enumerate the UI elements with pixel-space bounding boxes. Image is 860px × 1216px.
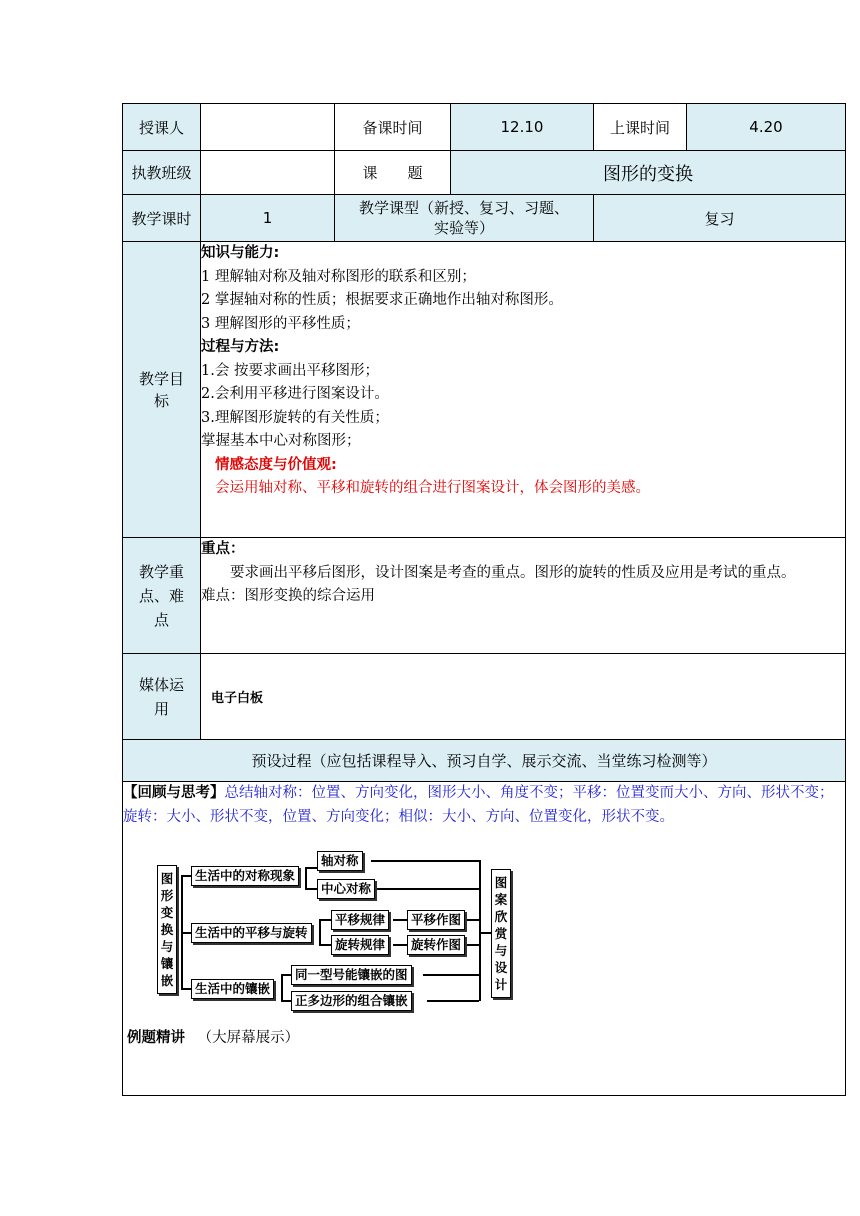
class-label: 执教班级 (123, 151, 201, 195)
key-points-content (201, 538, 846, 654)
knowledge-diagram (157, 853, 517, 1008)
process-item: 掌握基本中心对称图形； (201, 433, 361, 449)
process-title: 预设过程（应包括课程导入、预习自学、展示交流、当堂练习检测等） (123, 740, 846, 782)
class-value (201, 151, 335, 195)
knowledge-item: 1 理解轴对称及轴对称图形的联系和区别； (201, 268, 476, 285)
knowledge-heading: 知识与能力: (201, 245, 280, 261)
topic-label: 课 题 (335, 151, 451, 195)
key-points-label: 教学重点、难点 (123, 538, 201, 654)
process-heading: 过程与方法: (201, 339, 280, 355)
prep-time-label: 备课时间 (335, 104, 451, 151)
diagram-leaf-rotation-rule: 旋转规律 (331, 935, 389, 955)
knowledge-item: 2 掌握轴对称的性质；根据要求正确地作出轴对称图形。 (201, 292, 563, 308)
media-value: 电子白板 (201, 654, 846, 740)
process-content (123, 782, 846, 1096)
diagram-branch-tessellation: 生活中的镶嵌 (191, 979, 274, 999)
teacher-label: 授课人 (123, 104, 201, 151)
difficult-point: 难点：图形变换的综合运用 (201, 588, 375, 604)
diagram-leaf-same-type: 同一型号能镶嵌的图 (291, 965, 412, 985)
media-label: 媒体运用 (123, 654, 201, 740)
hours-value: 1 (201, 195, 335, 242)
knowledge-item: 3 理解图形的平移性质； (201, 315, 360, 332)
diagram-branch-translation: 生活中的平移与旋转 (191, 923, 312, 943)
lesson-plan-table (122, 103, 846, 1096)
diagram-leaf-rotation-draw: 旋转作图 (407, 935, 465, 955)
diagram-branch-symmetry: 生活中的对称现象 (191, 866, 299, 886)
key-text: 要求画出平移后图形，设计图案是考查的重点。图形的旋转的性质及应用是考试的重点。 (230, 564, 796, 581)
emotion-text: 会运用轴对称、平移和旋转的组合进行图案设计，体会图形的美感。 (215, 480, 650, 496)
diagram-leaf-axial: 轴对称 (317, 851, 363, 871)
diagram-leaf-translation-rule: 平移规律 (331, 910, 389, 930)
example-label: 例题精讲 (127, 1030, 185, 1046)
prep-time-value: 12.10 (451, 104, 594, 151)
process-item: 2.会利用平移进行图案设计。 (201, 386, 389, 402)
key-heading: 重点： (201, 541, 245, 557)
emotion-heading: 情感态度与价值观: (215, 456, 337, 473)
objectives-content (201, 242, 846, 538)
topic-value: 图形的变换 (451, 151, 846, 195)
process-item: 3.理解图形旋转的有关性质； (201, 409, 389, 426)
type-value: 复习 (594, 195, 846, 242)
class-time-value: 4.20 (687, 104, 846, 151)
diagram-leaf-polygon-combo: 正多边形的组合镶嵌 (291, 991, 412, 1011)
process-item: 1.会 按要求画出平移图形； (201, 362, 379, 379)
diagram-leaf-translation-draw: 平移作图 (407, 910, 465, 930)
diagram-root: 图形变换与镶嵌 (157, 865, 177, 994)
example-note: （大屏幕展示） (197, 1030, 300, 1046)
class-time-label: 上课时间 (594, 104, 687, 151)
objectives-label: 教学目标 (123, 242, 201, 538)
diagram-leaf-central: 中心对称 (317, 879, 375, 899)
review-tag: 【回顾与思考】 (123, 785, 225, 801)
teacher-value (201, 104, 335, 151)
type-label: 教学课型（新授、复习、习题、实验等） (335, 195, 594, 242)
hours-label: 教学课时 (123, 195, 201, 242)
review-text: 总结轴对称：位置、方向变化，图形大小、角度不变；平移：位置变而大小、方向、形状不变；旋转：大小、形状不变，位置、方向变化；相似：大小、方向、位置变化，形状不变。 (123, 785, 834, 825)
diagram-result: 图案欣赏与设计 (491, 869, 511, 998)
